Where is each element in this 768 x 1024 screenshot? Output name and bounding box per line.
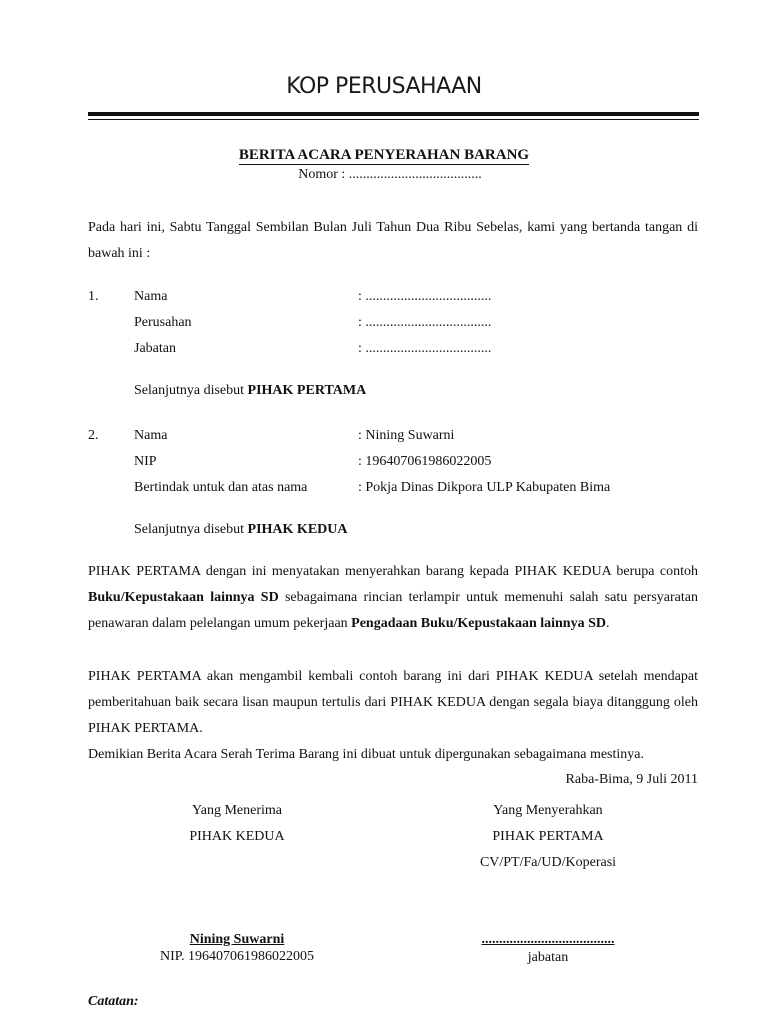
letterhead-rule-thick (88, 112, 699, 116)
sign-right-name-text: ...................................... (481, 932, 615, 947)
body-p1-e: . (605, 616, 610, 631)
sign-right-company: CV/PT/Fa/UD/Koperasi (479, 855, 617, 870)
party1-name-label: Nama (134, 289, 168, 304)
party2-acting-value: : Pokja Dinas Dikpora ULP Kabupaten Bima (358, 480, 611, 495)
party2-nip-label: NIP (134, 454, 157, 469)
party2-name-value: : Nining Suwarni (358, 428, 455, 443)
body-p1-item: Buku/Kepustakaan lainnya SD (88, 590, 279, 605)
party1-position-value: : .................................... (358, 341, 492, 356)
sign-right-name (448, 932, 648, 948)
opening-paragraph: Pada hari ini, Sabtu Tanggal Sembilan Bulan Juli Tahun Dua Ribu Sebelas, kami yang bertanda tangan di bawah ini : (88, 220, 698, 261)
sign-left-caption: Yang Menerima (192, 803, 282, 818)
party1-designation-prefix: Selanjutnya disebut (134, 383, 248, 398)
sign-right-role: PIHAK PERTAMA (492, 829, 604, 844)
party1-position-label: Jabatan (134, 341, 176, 356)
party2-nip-value: : 196407061986022005 (358, 454, 492, 469)
party1-designation (134, 383, 366, 399)
document-title-text: BERITA ACARA PENYERAHAN BARANG (238, 147, 530, 163)
document-number: Nomor : ...................................... (298, 167, 482, 182)
letterhead-rule-thin (88, 119, 699, 120)
party2-designation (134, 522, 348, 538)
sign-left-name (137, 932, 337, 948)
party1-company-value: : .................................... (358, 315, 492, 330)
sign-left-role: PIHAK KEDUA (189, 829, 285, 844)
party2-designation-name: PIHAK KEDUA (247, 522, 348, 537)
party1-designation-name: PIHAK PERTAMA (247, 383, 367, 398)
body-p1-c: sebagaimana rincian terlampir untuk memenuhi salah satu persyaratan penawaran dalam pelelangan umum pekerjaan (88, 590, 698, 631)
document-title (0, 147, 768, 164)
body-paragraph-2: PIHAK PERTAMA akan mengambil kembali contoh barang ini dari PIHAK KEDUA setelah mendapat pemberitahuan baik secara lisan maupun tertulis dari PIHAK KEDUA dengan segala biaya ditanggung oleh PIHAK PERTAMA. (88, 669, 698, 736)
sign-right-position: jabatan (527, 950, 569, 965)
party2-number: 2. (88, 428, 99, 443)
sign-left-name-text: Nining Suwarni (189, 932, 285, 947)
sign-left-nip: NIP. 196407061986022005 (159, 949, 314, 964)
body-paragraph-1 (88, 559, 698, 637)
party1-name-value: : .................................... (358, 289, 492, 304)
body-p1-project: Pengadaan Buku/Kepustakaan lainnya SD (351, 616, 606, 631)
place-date: Raba-Bima, 9 Juli 2011 (565, 772, 698, 787)
party1-company-label: Perusahan (134, 315, 192, 330)
party1-number: 1. (88, 289, 99, 304)
letterhead: KOP PERUSAHAAN (286, 74, 482, 99)
sign-right-caption: Yang Menyerahkan (493, 803, 603, 818)
party2-name-label: Nama (134, 428, 168, 443)
party2-acting-label: Bertindak untuk dan atas nama (134, 480, 308, 495)
body-paragraph-3: Demikian Berita Acara Serah Terima Barang ini dibuat untuk dipergunakan sebagaimana mestinya. (88, 747, 644, 762)
body-p1-a: PIHAK PERTAMA dengan ini menyatakan menyerahkan barang kepada PIHAK KEDUA berupa contoh (88, 564, 698, 579)
note-label: Catatan: (88, 994, 139, 1009)
party2-designation-prefix: Selanjutnya disebut (134, 522, 248, 537)
